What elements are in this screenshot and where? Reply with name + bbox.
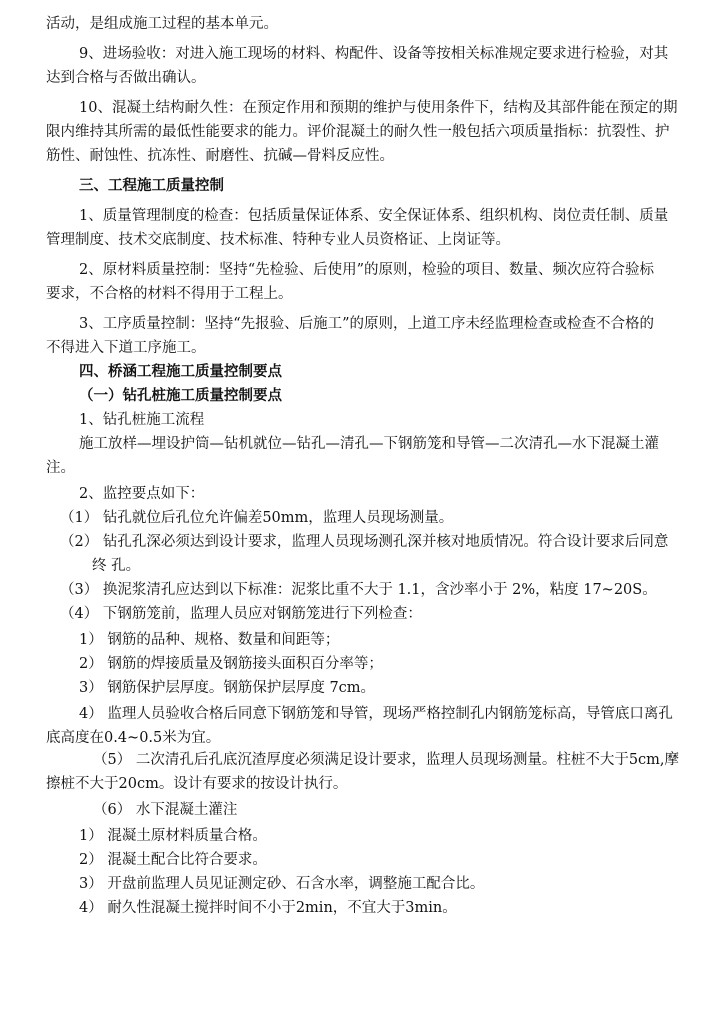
text-line: 9、进场验收：对进入施工现场的材料、构配件、设备等按相关标准规定要求进行检验，对其 — [79, 46, 669, 62]
text-line: 3、工序质量控制：坚持“先报验、后施工”的原则，上道工序未经监理检查或检查不合格的 — [79, 316, 655, 332]
list-item: （3） 换泥浆清孔应达到以下标准：泥浆比重不大于 1.1，含沙率小于 2%，粘度 17~20S。 — [60, 582, 657, 598]
text-line: 达到合格与否做出确认。 — [46, 70, 206, 86]
text-line: 终 孔。 — [92, 558, 141, 574]
list-item: （2） 钻孔孔深必须达到设计要求，监理人员现场测孔深并核对地质情况。符合设计要求后同意 — [60, 534, 669, 550]
text-line: 擦桩不大于20cm。设计有要求的按设计执行。 — [46, 776, 348, 792]
section-heading: 三、工程施工质量控制 — [79, 177, 224, 194]
text-line: 施工放样—埋设护筒—钻机就位—钻孔—清孔—下钢筋笼和导管—二次清孔—水下混凝土灌 — [79, 436, 659, 452]
text-line: 2、原材料质量控制：坚持“先检验、后使用”的原则，检验的项目、数量、频次应符合验标 — [79, 262, 655, 278]
text-line: 不得进入下道工序施工。 — [46, 340, 206, 356]
list-item: （4） 下钢筋笼前，监理人员应对钢筋笼进行下列检查： — [60, 606, 422, 622]
list-item: （1） 钻孔就位后孔位允许偏差50mm，监理人员现场测量。 — [60, 510, 454, 526]
list-item: 1） 钢筋的品种、规格、数量和间距等； — [79, 632, 340, 648]
text-line: 筋性、耐蚀性、抗冻性、耐磨性、抗碱—骨料反应性。 — [46, 148, 394, 164]
list-item: 2） 混凝土配合比符合要求。 — [79, 852, 267, 868]
list-item: （6） 水下混凝土灌注 — [93, 802, 238, 818]
text-line: 要求，不合格的材料不得用于工程上。 — [46, 286, 293, 302]
list-item: 2） 钢筋的焊接质量及钢筋接头面积百分率等； — [79, 656, 383, 672]
list-item: （5） 二次清孔后孔底沉渣厚度必须满足设计要求，监理人员现场测量。柱桩不大于5cm,摩 — [93, 752, 680, 768]
text-line: 1、质量管理制度的检查：包括质量保证体系、安全保证体系、组织机构、岗位责任制、质量 — [79, 208, 669, 224]
text-line: 底高度在0.4~0.5米为宜。 — [46, 730, 221, 746]
list-item: 1） 混凝土原材料质量合格。 — [79, 828, 267, 844]
list-item: 3） 钢筋保护层厚度。钢筋保护层厚度 7cm。 — [79, 680, 376, 696]
text-line: 2、监控要点如下： — [79, 486, 205, 502]
subsection-heading: （一）钻孔桩施工质量控制要点 — [79, 387, 282, 404]
text-line: 注。 — [46, 460, 75, 476]
text-line: 1、钻孔桩施工流程 — [79, 412, 205, 428]
text-line: 管理制度、技术交底制度、技术标准、特种专业人员资格证、上岗证等。 — [46, 232, 510, 248]
list-item: 4） 耐久性混凝土搅拌时间不小于2min，不宜大于3min。 — [79, 900, 457, 916]
text-line: 活动，是组成施工过程的基本单元。 — [46, 16, 278, 32]
text-line: 10、混凝土结构耐久性：在预定作用和预期的维护与使用条件下，结构及其部件能在预定的期 — [79, 100, 678, 116]
text-line: 限内维持其所需的最低性能要求的能力。评价混凝土的耐久性一般包括六项质量指标：抗裂性、护 — [46, 124, 670, 140]
list-item: 3） 开盘前监理人员见证测定砂、石含水率，调整施工配合比。 — [79, 876, 485, 892]
section-heading: 四、桥涵工程施工质量控制要点 — [79, 363, 282, 380]
list-item: 4） 监理人员验收合格后同意下钢筋笼和导管，现场严格控制孔内钢筋笼标高，导管底口离孔 — [79, 706, 673, 722]
